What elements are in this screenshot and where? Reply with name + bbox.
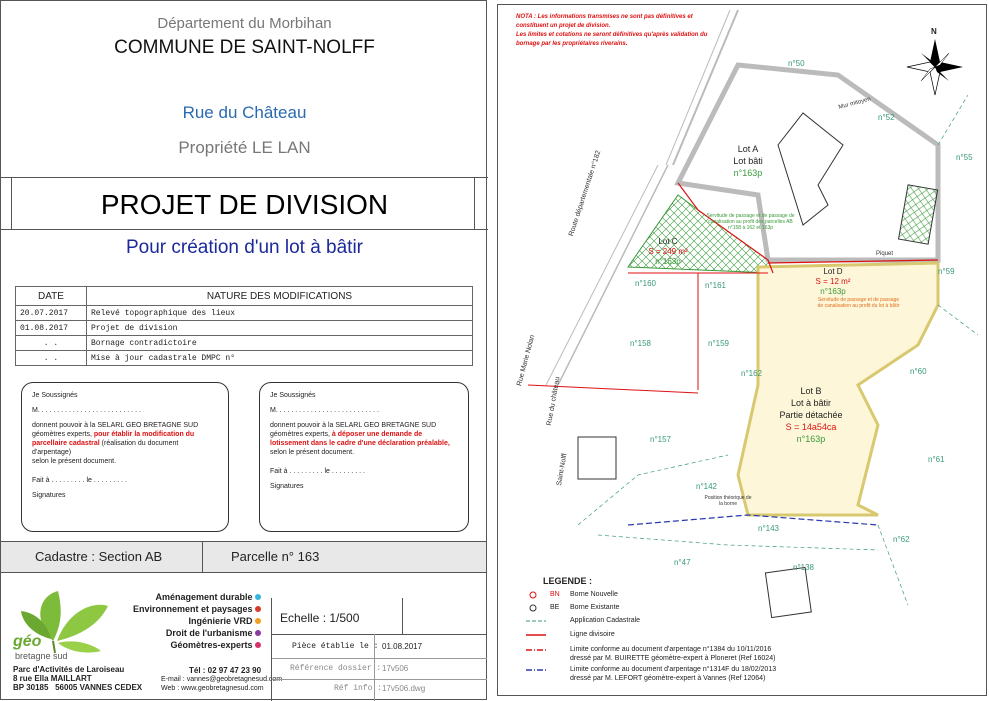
authorization-box-cadastral — [21, 382, 229, 532]
legend-limit-1: Limite conforme au document d'arpentage n°1384 du 10/11/2016 — [570, 646, 772, 653]
row-text: Projet de division — [87, 321, 473, 336]
department-label: Département du Morbihan — [157, 15, 332, 32]
address-line: 56005 VANNES CEDEX — [55, 683, 143, 692]
row-date: . . — [16, 336, 87, 351]
parcel-number: n°160 — [635, 279, 656, 288]
commune-label: COMMUNE DE SAINT-NOLFF — [114, 37, 375, 58]
legend-limit-2b: dressé par M. LEFORT géomètre-expert à Vannes (Ref 12064) — [570, 675, 766, 682]
address-line: Parc d'Activités de Laroiseau — [13, 665, 125, 674]
property-label: Propriété LE LAN — [178, 138, 311, 157]
lot-area: S = 12 m² — [815, 277, 851, 286]
color-dot-icon — [255, 618, 261, 624]
service-item: Droit de l'urbanisme — [111, 627, 261, 639]
scale-label: Echelle : 1/500 — [280, 611, 360, 625]
company-contact — [161, 666, 282, 693]
box-signatures: Signatures — [32, 492, 66, 499]
service-item: Ingénierie VRD — [111, 615, 261, 627]
box-line: (réalisation du document d'arpentage) — [32, 440, 179, 456]
box-line: géomètres experts, — [32, 431, 92, 438]
logo-bretagne: bretagne sud — [15, 651, 68, 661]
lot-line: Lot à bâtir — [790, 398, 832, 408]
address-line: 8 rue Ella MAILLART — [13, 674, 92, 683]
servitude-label-1: Servitude de passage et de passage de canalisation au profit des parcelles AB n°158 à 162 et 163p — [706, 213, 795, 231]
box-line: donnent pouvoir à la SELARL GEO BRETAGNE SUD — [270, 422, 437, 429]
lot-parcel: n°163p — [796, 434, 826, 444]
legend-cadastral: Application Cadastrale — [570, 617, 641, 624]
parcel-number: n°59 — [938, 267, 955, 276]
company-address — [13, 665, 142, 692]
lot-parcel: n°163p — [820, 287, 846, 296]
lot-line: Lot D — [823, 267, 843, 276]
legend-be-label: Borne Existante — [570, 604, 620, 611]
authorization-box-lotissement — [259, 382, 469, 532]
lot-c-label — [643, 237, 693, 267]
box-line: Je Soussignés — [32, 392, 78, 399]
cadastre-parcel: Parcelle n° 163 — [231, 549, 320, 564]
service-item: Géomètres-experts — [111, 639, 261, 651]
box-line: Je Soussignés — [270, 392, 316, 399]
legend-be: BE — [550, 604, 560, 611]
lot-line: Lot bâti — [733, 156, 763, 166]
box-line: donnent pouvoir à la SELARL GEO BRETAGNE SUD — [32, 422, 199, 429]
row-text: Relevé topographique des lieux — [87, 306, 473, 321]
company-logo — [13, 581, 113, 666]
col-date-header: DATE — [16, 287, 87, 306]
map-plan — [497, 4, 987, 696]
parcel-number: n°159 — [708, 339, 729, 348]
parcel-number: n°62 — [893, 535, 910, 544]
document-subtitle: Pour création d'un lot à bâtir — [125, 237, 364, 258]
lot-line: Lot B — [800, 386, 822, 396]
web-label: Web : — [161, 685, 180, 692]
legend-limit-2: Limite conforme au document d'arpentage n°1314F du 18/02/2013 — [570, 666, 777, 673]
modifications-table — [15, 286, 473, 366]
lot-parcel: n°163p — [733, 168, 763, 178]
box-line: selon le présent document. — [32, 458, 117, 465]
parcel-number: n°162 — [741, 369, 762, 378]
parcel-number: n°50 — [788, 59, 805, 68]
lot-area: S = 249 m² — [648, 247, 688, 256]
lot-b-label — [766, 385, 856, 445]
legend-title: LEGENDE : — [543, 576, 593, 586]
parcel-number: n°52 — [878, 113, 895, 122]
parcel-number: n°158 — [630, 339, 651, 348]
lot-line: Partie détachée — [779, 410, 843, 420]
box-line: selon le présent document. — [270, 449, 355, 456]
road-label: Piquet — [876, 251, 894, 257]
road-label: Route départementale n°182 — [568, 149, 603, 238]
meta-table — [271, 598, 487, 701]
piece-label: Pièce établie le : — [292, 642, 379, 651]
mail-label: E-mail : — [161, 676, 185, 683]
road-label: Mur mitoyen — [838, 96, 872, 111]
legend-bn-label: Borne Nouvelle — [570, 591, 618, 598]
col-nature-header: NATURE DES MODIFICATIONS — [87, 287, 473, 306]
servitude-label-2: Servitude de passage et de passage de canalisation au profit du lot à bâtir — [817, 297, 900, 309]
note-line: Les limites et cotations ne seront définitives qu'après validation du bornage par les propriétaires riverains. — [516, 32, 708, 47]
north-arrow-icon — [907, 39, 963, 95]
lot-area: S = 14a54ca — [785, 422, 837, 432]
title-block — [0, 0, 487, 700]
parcel-number: n°143 — [758, 524, 779, 533]
logo-geo: géo — [13, 633, 42, 650]
box-line: géomètres experts, — [270, 431, 330, 438]
road-label: Position théorique de la borne — [704, 495, 752, 507]
service-item: Aménagement durable — [111, 591, 261, 603]
address-line: BP 30185 — [13, 683, 49, 692]
parcel-number: n°60 — [910, 367, 927, 376]
color-dot-icon — [255, 642, 261, 648]
row-date: 01.08.2017 — [16, 321, 87, 336]
box-done: Fait à . . . . . . . . . le . . . . . . . . . — [270, 468, 365, 475]
parcel-number: n°157 — [650, 435, 671, 444]
company-tel: Tél : 02 97 47 23 90 — [189, 666, 262, 675]
road-label: Rue du château — [546, 376, 562, 427]
box-line: M. . . . . . . . . . . . . . . . . . . . . . . . . . . — [32, 407, 141, 414]
table-row — [16, 351, 473, 366]
box-done: Fait à . . . . . . . . . le . . . . . . . . . — [32, 477, 127, 484]
map-note — [516, 13, 726, 49]
ref-value: 17v506 — [382, 664, 409, 673]
legend-limit-1b: dressé par M. BUIRETTE géomètre-expert à Ploneret (Ref 16024) — [570, 655, 776, 662]
document-title: PROJET DE DIVISION — [100, 189, 389, 220]
north-label: N — [931, 27, 937, 36]
lot-a-label — [713, 143, 783, 179]
row-date: . . — [16, 351, 87, 366]
services-list — [111, 591, 261, 651]
color-dot-icon — [255, 630, 261, 636]
table-row — [16, 321, 473, 336]
parcel-number: n°138 — [793, 563, 814, 572]
company-mail-link[interactable]: vannes@geobretagnesud.com — [186, 676, 283, 683]
row-text: Mise à jour cadastrale DMPC n° — [87, 351, 473, 366]
box-signatures: Signatures — [270, 483, 304, 490]
row-text: Bornage contradictoire — [87, 336, 473, 351]
table-row — [16, 336, 473, 351]
piece-value: 01.08.2017 — [382, 642, 423, 651]
lot-line: Lot A — [737, 144, 759, 154]
ref-label: Référence dossier : — [290, 664, 382, 673]
parcel-number: n°55 — [956, 153, 973, 162]
color-dot-icon — [255, 594, 261, 600]
parcel-number: n°142 — [696, 482, 717, 491]
box-highlight: pour établir la modification du parcellaire cadastral — [32, 431, 195, 447]
company-web-link[interactable]: www.geobretagnesud.com — [181, 685, 264, 692]
cadastre-bar — [1, 541, 486, 573]
cadastre-section: Cadastre : Section AB — [35, 549, 163, 564]
parcel-number: n°61 — [928, 455, 945, 464]
box-line: M. . . . . . . . . . . . . . . . . . . . . . . . . . . — [270, 407, 379, 414]
legend-bn: BN — [550, 591, 560, 598]
lot-parcel: n°163p — [655, 257, 681, 266]
lot-d-label — [803, 267, 863, 297]
parcel-number: n°47 — [674, 558, 691, 567]
box-highlight: à déposer une demande de lotissement dans le cadre d'une déclaration préalable, — [270, 431, 450, 447]
street-label: Rue du Château — [182, 103, 307, 122]
info-label: Réf info : — [334, 684, 383, 693]
table-row — [16, 306, 473, 321]
info-value: 17v506.dwg — [382, 684, 426, 693]
lot-line: Lot C — [658, 237, 678, 246]
row-date: 20.07.2017 — [16, 306, 87, 321]
legend-divisory: Ligne divisoire — [570, 631, 615, 638]
road-label: Rue Marie Nolan — [516, 334, 537, 387]
color-dot-icon — [255, 606, 261, 612]
road-label: Saint-Nolff — [556, 452, 569, 487]
parcel-number: n°161 — [705, 281, 726, 290]
note-line: NOTA : Les informations transmises ne sont pas définitives et constituent un projet de division. — [516, 14, 693, 29]
service-item: Environnement et paysages — [111, 603, 261, 615]
